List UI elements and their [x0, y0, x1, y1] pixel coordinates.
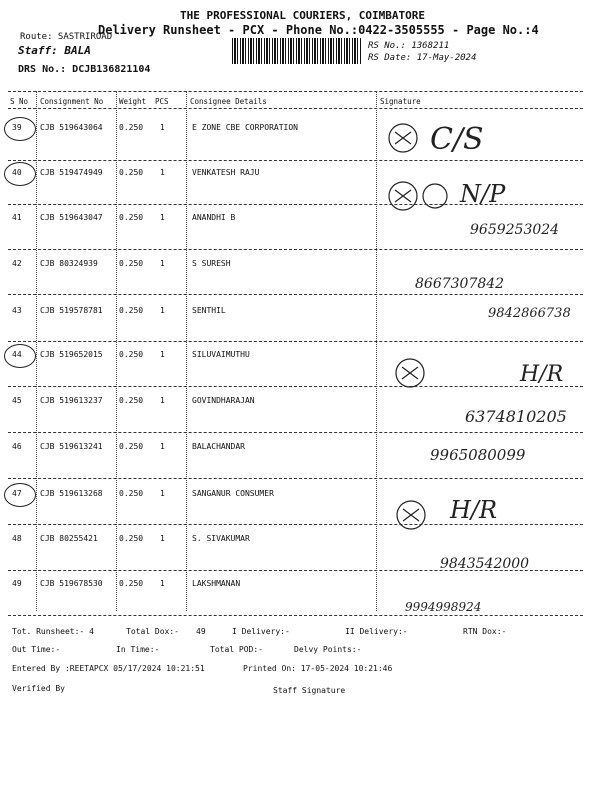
verified-by: Verified By: [12, 684, 65, 693]
row-pcs: 1: [160, 213, 165, 222]
i-delivery: I Delivery:-: [232, 627, 290, 636]
row-consignee: LAKSHMANAN: [192, 579, 241, 588]
row-pcs: 1: [160, 350, 165, 359]
row-pcs: 1: [160, 579, 165, 588]
row-sno: 46: [12, 442, 22, 451]
row-sno: 43: [12, 306, 22, 315]
row-consignee: VENKATESH RAJU: [192, 168, 260, 177]
row-rule: [8, 294, 583, 295]
row-consignee: S SURESH: [192, 259, 231, 268]
delvy-points: Delvy Points:-: [294, 645, 362, 654]
handwritten-note: 9843542000: [440, 556, 530, 572]
row-consignment: CJB 519613268: [40, 489, 103, 498]
row-weight: 0.250: [119, 396, 144, 405]
row-weight: 0.250: [119, 306, 144, 315]
total-pod: Total POD:-: [210, 645, 263, 654]
row-pcs: 1: [160, 442, 165, 451]
row-pcs: 1: [160, 306, 165, 315]
row-pcs: 1: [160, 534, 165, 543]
col-header-weight: Weight: [119, 97, 147, 106]
col-header-pcs: PCS: [155, 97, 169, 106]
row-consignment: CJB 519643047: [40, 213, 103, 222]
row-consignee: S. SIVAKUMAR: [192, 534, 250, 543]
barcode: [232, 38, 362, 64]
handwritten-note: 9842866738: [488, 306, 571, 321]
row-consignment: CJB 519578781: [40, 306, 103, 315]
staff-signature: Staff Signature: [273, 686, 346, 695]
col-header-sno: S No: [10, 97, 29, 106]
signature-mark: [385, 178, 465, 218]
handwritten-note: 9965080099: [430, 446, 526, 464]
handwritten-note: C/S: [430, 122, 484, 157]
handwritten-note: N/P: [460, 180, 506, 208]
row-sno: 39: [12, 123, 22, 132]
row-rule: [8, 478, 583, 479]
rs-number: RS No.: 1368211: [368, 41, 450, 51]
row-rule: [8, 432, 583, 433]
row-rule: [8, 386, 583, 387]
row-consignment: CJB 519474949: [40, 168, 103, 177]
table-row: [0, 259, 600, 303]
table-row: [0, 350, 600, 394]
runsheet-title: Delivery Runsheet - PCX - Phone No.:0422-3505555 - Page No.:4: [98, 23, 539, 37]
staff-label: Staff: BALA: [18, 44, 91, 57]
signature-mark: [393, 497, 453, 537]
row-consignee: BALACHANDAR: [192, 442, 245, 451]
row-sno: 42: [12, 259, 22, 268]
row-consignment: CJB 519652015: [40, 350, 103, 359]
table-row: [0, 489, 600, 533]
row-sno: 45: [12, 396, 22, 405]
row-rule: [8, 341, 583, 342]
col-header-consignee: Consignee Details: [190, 97, 267, 106]
row-weight: 0.250: [119, 489, 144, 498]
row-weight: 0.250: [119, 350, 144, 359]
row-consignee: E ZONE CBE CORPORATION: [192, 123, 298, 132]
row-rule: [8, 524, 583, 525]
row-weight: 0.250: [119, 213, 144, 222]
table-row: [0, 168, 600, 212]
route-label: Route: SASTRIROAD: [20, 32, 113, 42]
row-weight: 0.250: [119, 442, 144, 451]
row-pcs: 1: [160, 396, 165, 405]
row-sno: 40: [12, 168, 22, 177]
printed-on: Printed On: 17-05-2024 10:21:46: [243, 664, 393, 673]
row-pcs: 1: [160, 259, 165, 268]
row-consignee: ANANDHI B: [192, 213, 236, 222]
col-header-consignment: Consignment No: [40, 97, 104, 106]
rtn-dox: RTN Dox:-: [463, 627, 507, 636]
table-header-rule: [8, 108, 583, 109]
drs-number: DRS No.: DCJB136821104: [18, 64, 151, 75]
total-dox-value: 49: [196, 627, 206, 636]
row-consignment: CJB 519613241: [40, 442, 103, 451]
total-dox-label: Total Dox:-: [126, 627, 179, 636]
row-consignee: SENTHIL: [192, 306, 226, 315]
row-weight: 0.250: [119, 534, 144, 543]
row-sno: 49: [12, 579, 22, 588]
row-rule: [8, 615, 583, 616]
handwritten-note: 9994998924: [405, 600, 482, 614]
row-consignee: SANGANUR CONSUMER: [192, 489, 274, 498]
handwritten-note: 6374810205: [465, 407, 567, 426]
row-rule: [8, 249, 583, 250]
row-consignment: CJB 80324939: [40, 259, 98, 268]
row-sno: 44: [12, 350, 22, 359]
col-header-signature: Signature: [380, 97, 421, 106]
row-consignment: CJB 519678530: [40, 579, 103, 588]
rs-date: RS Date: 17-May-2024: [368, 53, 477, 63]
row-sno: 48: [12, 534, 22, 543]
row-consignment: CJB 519613237: [40, 396, 103, 405]
entered-by: Entered By :REETAPCX 05/17/2024 10:21:51: [12, 664, 205, 673]
row-pcs: 1: [160, 123, 165, 132]
row-weight: 0.250: [119, 259, 144, 268]
table-top-rule: [8, 91, 583, 92]
signature-mark: [390, 355, 490, 395]
in-time: In Time:-: [116, 645, 160, 654]
row-consignment: CJB 80255421: [40, 534, 98, 543]
row-weight: 0.250: [119, 123, 144, 132]
row-consignee: SILUVAIMUTHU: [192, 350, 250, 359]
total-runsheet: Tot. Runsheet:- 4: [12, 627, 94, 636]
company-name: THE PROFESSIONAL COURIERS, COIMBATORE: [180, 9, 426, 22]
handwritten-note: H/R: [520, 362, 564, 387]
handwritten-note: 8667307842: [415, 276, 505, 292]
row-pcs: 1: [160, 489, 165, 498]
row-consignee: GOVINDHARAJAN: [192, 396, 255, 405]
row-consignment: CJB 519643064: [40, 123, 103, 132]
row-weight: 0.250: [119, 168, 144, 177]
row-sno: 41: [12, 213, 22, 222]
table-row: [0, 579, 600, 623]
handwritten-note: 9659253024: [470, 222, 560, 238]
ii-delivery: II Delivery:-: [345, 627, 408, 636]
row-sno: 47: [12, 489, 22, 498]
out-time: Out Time:-: [12, 645, 61, 654]
row-pcs: 1: [160, 168, 165, 177]
row-weight: 0.250: [119, 579, 144, 588]
handwritten-note: H/R: [450, 496, 498, 524]
